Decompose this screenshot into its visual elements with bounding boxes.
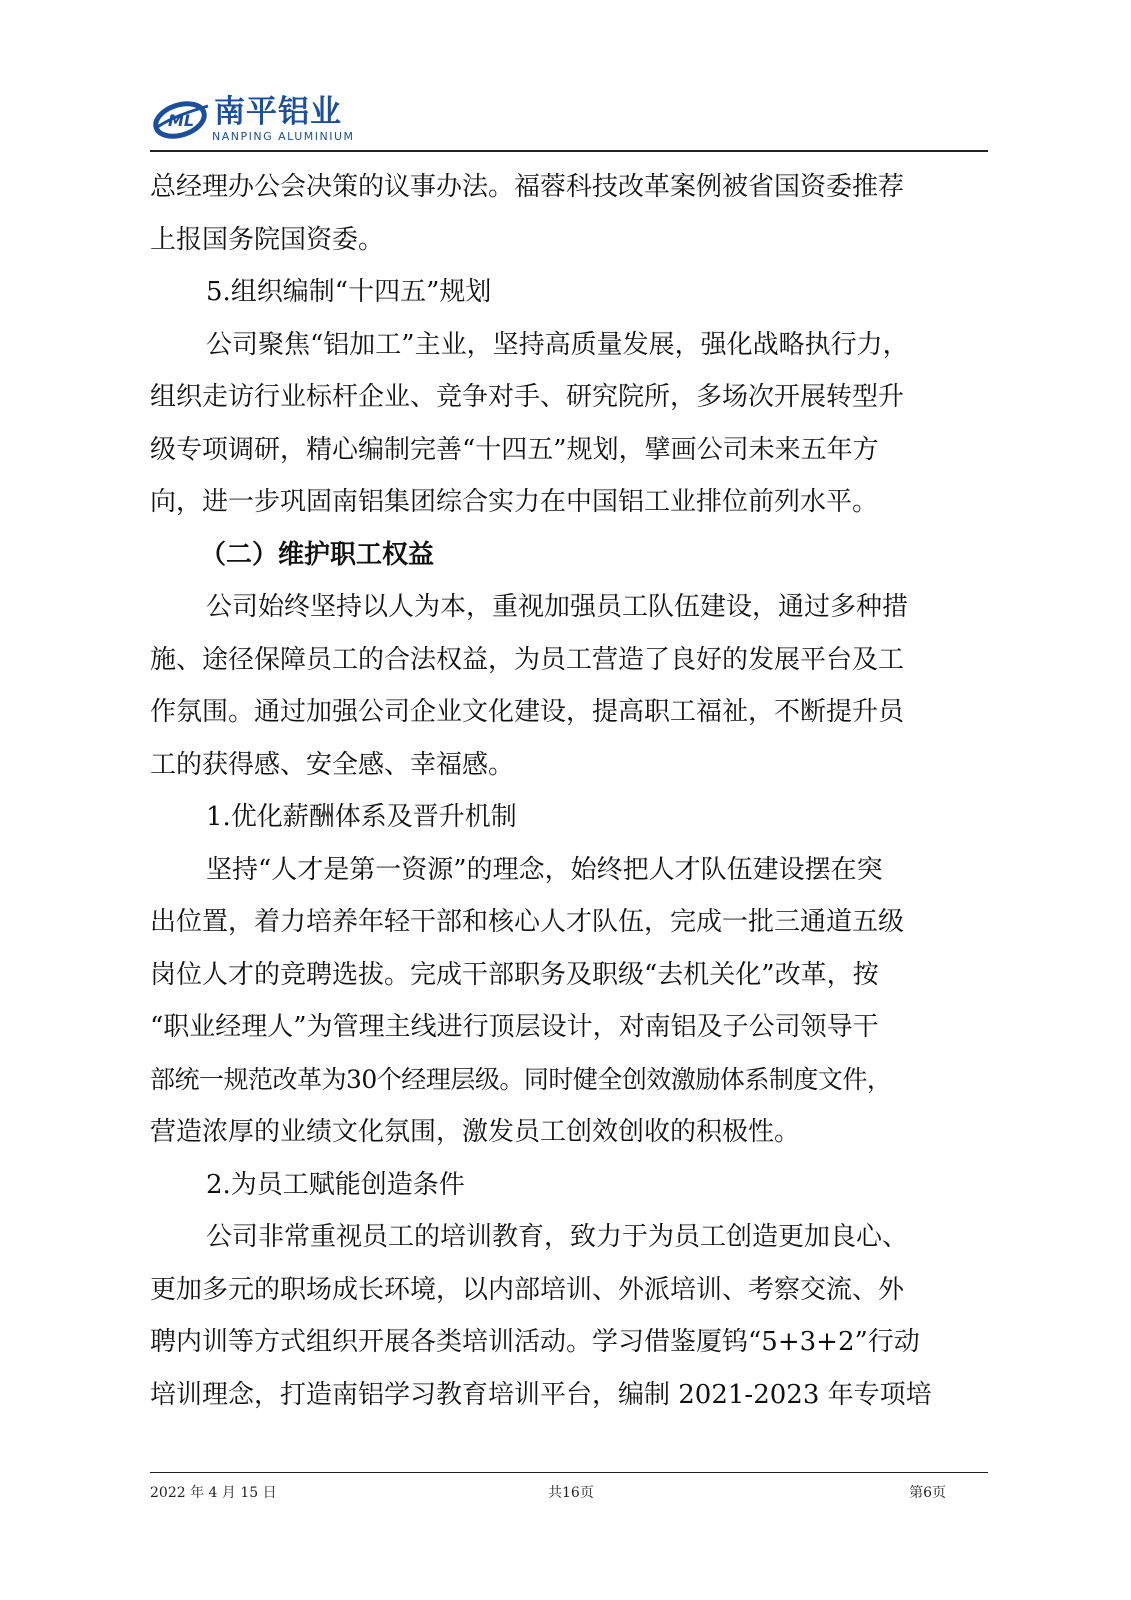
text-line: 岗位人才的竞聘选拔。完成干部职务及职级“去机关化”改革，按	[150, 959, 879, 990]
header-divider	[150, 150, 988, 152]
company-logo	[152, 92, 372, 150]
footer-divider	[150, 1472, 988, 1473]
document-body	[150, 161, 988, 1421]
footer-page-number: 第6页	[909, 1485, 946, 1501]
text-line: 公司非常重视员工的培训教育，致力于为员工创造更加良心、	[206, 1222, 909, 1252]
text-line: 级专项调研，精心编制完善“十四五”规划，擘画公司未来五年方	[150, 434, 879, 465]
text-line: 部统一规范改革为30个经理层级。同时健全创效激励体系制度文件，	[150, 1064, 892, 1094]
text-line: 坚持“人才是第一资源”的理念，始终把人才队伍建设摆在突	[206, 854, 883, 885]
text-line: 总经理办公会决策的议事办法。福蓉科技改革案例被省国资委推荐	[150, 172, 905, 202]
text-line: 向，进一步巩固南铝集团综合实力在中国铝工业排位前列水平。	[150, 487, 879, 517]
logo-emblem-icon	[152, 98, 210, 142]
logo-english-name: NANPING ALUMINIUM	[212, 130, 355, 143]
footer-date: 2022 年 4 月 15 日	[150, 1485, 277, 1501]
text-line: 工的获得感、安全感、幸福感。	[150, 749, 515, 780]
text-line: 更加多元的职场成长环境，以内部培训、外派培训、考察交流、外	[150, 1274, 905, 1305]
text-line: 组织走访行业标杆企业、竞争对手、研究院所，多场次开展转型升	[150, 382, 905, 412]
footer-total-pages: 共16页	[548, 1485, 594, 1501]
text-line: 作氛围。通过加强公司企业文化建设，提高职工福祉，不断提升员	[150, 697, 905, 727]
page-header	[150, 92, 988, 150]
text-line: 营造浓厚的业绩文化氛围，激发员工创效创收的积极性。	[150, 1117, 801, 1147]
logo-mark-text: ML	[168, 111, 195, 130]
text-line: 公司聚焦“铝加工”主业，坚持高质量发展，强化战略执行力，	[206, 329, 909, 360]
section-subheading: 1.优化薪酬体系及晋升机制	[206, 802, 517, 832]
logo-chinese-name: 南平铝业	[214, 94, 342, 130]
page-footer	[150, 1482, 988, 1504]
text-line: 聘内训等方式组织开展各类培训活动。学习借鉴厦钨“5+3+2”行动	[150, 1327, 920, 1357]
section-subheading: 5.组织编制“十四五”规划	[206, 277, 492, 307]
text-line: 上报国务院国资委。	[150, 224, 385, 255]
text-line: “职业经理人”为管理主线进行顶层设计，对南铝及子公司领导干	[150, 1012, 879, 1042]
text-line: 培训理念，打造南铝学习教育培训平台，编制 2021-2023 年专项培	[150, 1379, 932, 1410]
text-line: 施、途径保障员工的合法权益，为员工营造了良好的发展平台及工	[150, 644, 905, 675]
text-line: 公司始终坚持以人为本，重视加强员工队伍建设，通过多种措	[206, 592, 909, 622]
section-subheading: 2.为员工赋能创造条件	[206, 1169, 465, 1200]
text-line: 出位置，着力培养年轻干部和核心人才队伍，完成一批三通道五级	[150, 907, 905, 937]
section-heading: （二）维护职工权益	[200, 539, 435, 570]
